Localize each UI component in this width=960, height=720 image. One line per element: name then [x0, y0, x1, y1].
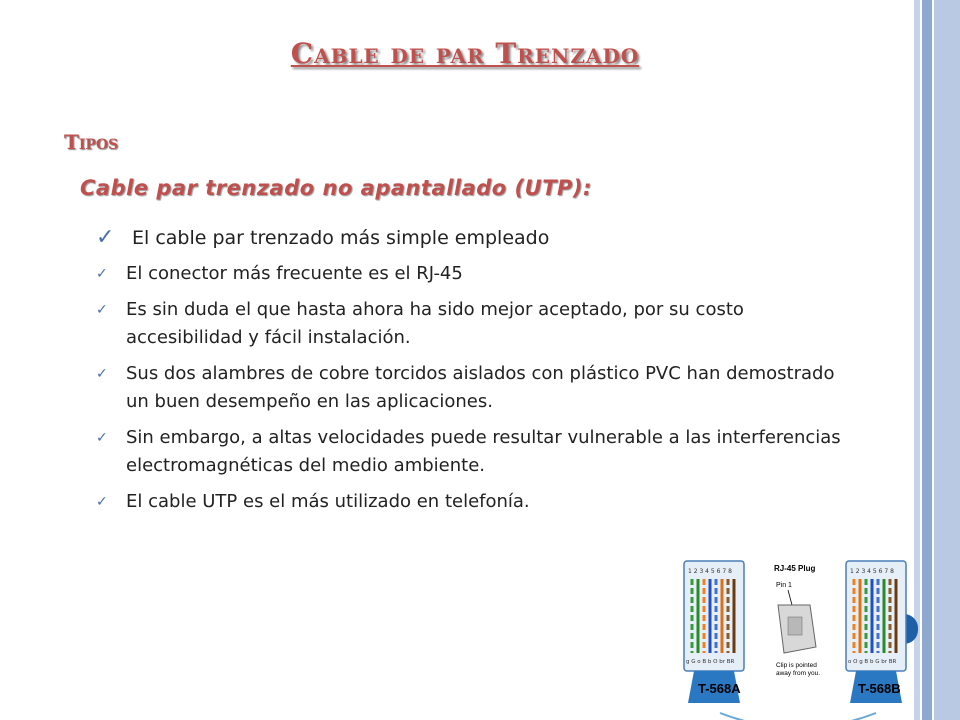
bullet-item	[96, 296, 856, 352]
bullet-item	[96, 424, 856, 480]
bullet-text: Sus dos alambres de cobre torcidos aislados con plástico PVC han demostrado un buen desempeño en las aplicaciones.	[126, 363, 835, 412]
pin-numbers-left: 1 2 3 4 5 6 7 8	[688, 568, 732, 575]
bullet-text: Es sin duda el que hasta ahora ha sido mejor aceptado, por su costo accesibilidad y fácil instalación.	[126, 299, 744, 348]
bullet-list	[96, 224, 856, 524]
bullet-text: Sin embargo, a altas velocidades puede resultar vulnerable a las interferencias electromagnéticas del medio ambiente.	[126, 427, 841, 476]
label-t568b: T-568B	[858, 681, 901, 696]
checkmark-icon: ✓	[96, 494, 108, 510]
connector-t568b	[846, 561, 906, 703]
rj45-plug	[774, 564, 820, 677]
plug-label: RJ-45 Plug	[774, 564, 816, 573]
rj45-wiring-diagram	[680, 543, 916, 720]
border-stripe	[922, 0, 932, 720]
cable-line	[720, 713, 876, 720]
clip-note-line1: Clip is pointed	[776, 662, 817, 669]
bullet-item	[96, 488, 856, 516]
pin-numbers-right: 1 2 3 4 5 6 7 8	[850, 568, 894, 575]
checkmark-icon: ✓	[96, 302, 108, 318]
bullet-text: El cable UTP es el más utilizado en telefonía.	[126, 491, 530, 512]
wire-codes-left: g G o B b O br BR	[686, 659, 735, 665]
checkmark-icon: ✓	[96, 430, 108, 446]
bullet-item	[96, 224, 856, 252]
border-stripe	[934, 0, 960, 720]
clip-note-line2: away from you.	[776, 670, 821, 677]
bullet-text: El conector más frecuente es el RJ-45	[126, 263, 463, 284]
bullet-item	[96, 260, 856, 288]
checkmark-icon: ✓	[96, 366, 108, 382]
connector-t568a	[684, 561, 744, 703]
bullet-text: El cable par trenzado más simple empleado	[132, 227, 550, 249]
section-heading: Tipos	[64, 130, 119, 154]
slide-right-border	[914, 0, 960, 720]
bullet-item	[96, 360, 856, 416]
wire-codes-right: o O g B b G br BR	[848, 659, 897, 665]
checkmark-icon: ✓	[96, 266, 108, 282]
pin1-label: Pin 1	[776, 582, 792, 589]
checkmark-icon: ✓	[96, 225, 115, 250]
slide-title: Cable de par Trenzado	[290, 37, 640, 70]
label-t568a: T-568A	[698, 681, 741, 696]
subtitle: Cable par trenzado no apantallado (UTP):	[80, 176, 592, 200]
